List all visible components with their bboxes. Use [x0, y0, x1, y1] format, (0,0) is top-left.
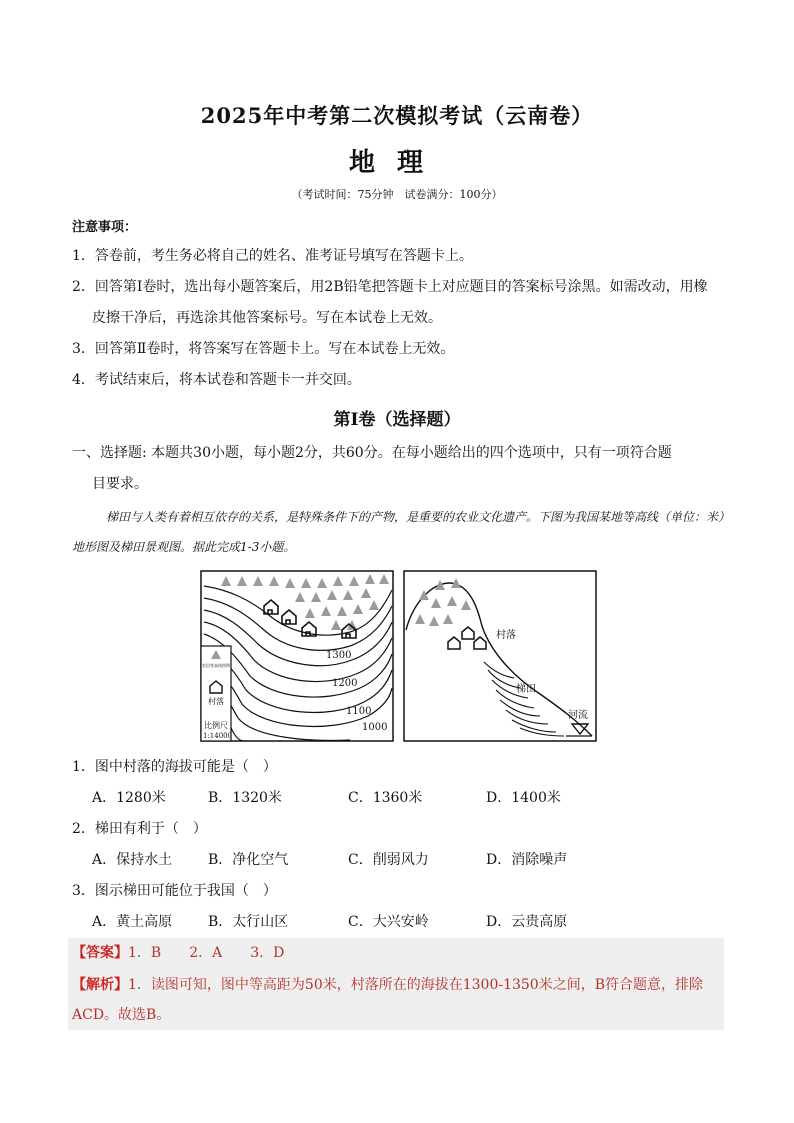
exam-title: 2025年中考第二次模拟考试（云南卷）: [200, 103, 594, 128]
q1-option-a[interactable]: A．1280米: [92, 790, 166, 806]
contour-label-1100: 1100: [346, 706, 372, 717]
analysis-text: 1．读图可知，图中等高距为50米，村落所在的海拔在1300-1350米之间，B符合题意，排除: [128, 977, 703, 993]
section-title: 第Ⅰ卷（选择题）: [333, 410, 461, 430]
notice-heading: 注意事项：: [72, 220, 138, 235]
q2-option-d[interactable]: D．消除噪声: [486, 852, 568, 868]
legend-title: 农田等高线图例: [202, 663, 230, 668]
q1-option-d[interactable]: D．1400米: [486, 790, 561, 806]
q1-option-c[interactable]: C．1360米: [348, 790, 423, 806]
notice-item-2: 2．回答第Ⅰ卷时，选出每小题答案后，用2B铅笔把答题卡上对应题目的答案标号涂黑。如需改动，用橡: [72, 279, 708, 295]
question-1-stem: 1．图中村落的海拔可能是（ ）: [72, 759, 277, 775]
section-instruction-cont: 目要求。: [92, 476, 148, 492]
q1-option-b[interactable]: B．1320米: [208, 790, 282, 806]
right-village-label: 村落: [496, 630, 516, 641]
material-text: 梯田与人类有着相互依存的关系，是特殊条件下的产物，是重要的农业文化遗产。下图为我国某地等高线（单位：米）地形图及梯田景观图。据此完成1-3小题。: [72, 510, 725, 554]
terrace-figure: [200, 570, 600, 746]
answer-line: [72, 943, 722, 963]
q3-option-d[interactable]: D．云贵高原: [486, 914, 568, 930]
q3-option-a[interactable]: A．黄土高原: [92, 914, 173, 930]
question-3-stem: 3．图示梯田可能位于我国（ ）: [72, 883, 277, 899]
q2-option-a[interactable]: A．保持水土: [92, 852, 173, 868]
subject-title: 地理: [348, 148, 445, 178]
notice-item-3: 3．回答第Ⅱ卷时，将答案写在答题卡上。写在本试卷上无效。: [72, 341, 455, 357]
notice-item-2-cont: 皮擦干净后，再选涂其他答案标号。写在本试卷上无效。: [92, 310, 442, 326]
q3-option-c[interactable]: C．大兴安岭: [348, 914, 429, 930]
right-terrace-label: 梯田: [516, 684, 536, 695]
scale-value: 1:14000: [203, 732, 233, 740]
q3-option-b[interactable]: B．太行山区: [208, 914, 289, 930]
notice-item-1: 1．答卷前，考生务必将自己的姓名、准考证号填写在答题卡上。: [72, 248, 473, 264]
answer-label: 【答案】: [72, 945, 128, 961]
q2-option-c[interactable]: C．削弱风力: [348, 852, 429, 868]
contour-label-1300: 1300: [326, 650, 352, 661]
exam-info: （考试时间：75分钟 试卷满分：100分）: [291, 188, 503, 201]
question-2-stem: 2．梯田有利于（ ）: [72, 821, 207, 837]
contour-label-1200: 1200: [332, 678, 358, 689]
legend-village-label: 村落: [208, 697, 224, 706]
answer-text: 1．B 2．A 3．D: [128, 945, 285, 961]
q2-option-b[interactable]: B．净化空气: [208, 852, 289, 868]
section-instruction: 一、选择题: 本题共30小题，每小题2分，共60分。在每小题给出的四个选项中，只有一项符合题: [72, 445, 672, 461]
notice-item-4: 4．考试结束后，将本试卷和答题卡一并交回。: [72, 372, 361, 388]
scale-label: 比例尺: [204, 721, 228, 730]
right-river-label: 河流: [568, 710, 588, 721]
contour-label-1000: 1000: [362, 722, 388, 733]
analysis-line-cont: ACD。故选B。: [72, 1007, 171, 1023]
analysis-label: 【解析】: [72, 977, 128, 993]
analysis-line: [72, 975, 722, 995]
